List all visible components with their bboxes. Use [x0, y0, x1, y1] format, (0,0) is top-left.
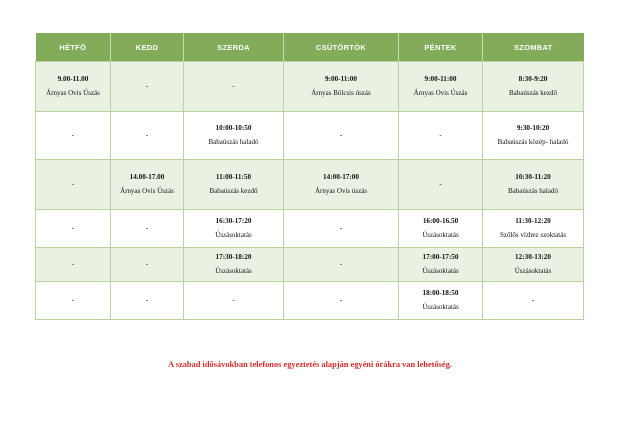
slot-time: 11:30-12:20: [515, 216, 551, 225]
empty-slot-dash: -: [339, 296, 343, 304]
slot-activity: Árnyas Ovis Úszás: [413, 89, 468, 98]
slot-time: 9:00-11:00: [424, 74, 457, 83]
schedule-cell-saturday: [483, 282, 584, 320]
schedule-cell-tuesday: [111, 62, 184, 112]
empty-slot-dash: -: [531, 296, 535, 304]
empty-slot-dash: -: [145, 131, 149, 139]
slot-time: 9:00-11:00: [325, 74, 357, 83]
slot-time: 16:30-17:20: [215, 216, 252, 225]
table-row: [36, 248, 584, 282]
table-row: [36, 62, 584, 112]
schedule-cell-thursday: [284, 112, 399, 160]
empty-slot-dash: -: [232, 82, 235, 90]
header-day-tuesday: KEDD: [111, 33, 184, 62]
schedule-cell-tuesday: [111, 248, 184, 282]
empty-slot-dash: -: [232, 296, 235, 304]
schedule-cell-thursday: [284, 248, 399, 282]
schedule-cell-thursday: [284, 210, 399, 248]
schedule-cell-wednesday: [184, 160, 284, 210]
schedule-cell-tuesday: [111, 282, 184, 320]
empty-slot-dash: -: [71, 131, 75, 139]
header-day-wednesday: SZERDA: [184, 33, 284, 62]
schedule-cell-wednesday: [184, 112, 284, 160]
empty-slot-dash: -: [71, 180, 75, 188]
schedule-cell-monday: [36, 62, 111, 112]
schedule-cell-monday: [36, 112, 111, 160]
slot-time: 9:30-10:20: [516, 123, 550, 132]
slot-time: 9.00-11.00: [57, 74, 89, 83]
slot-time: 17:00-17:50: [422, 252, 459, 261]
slot-activity: Úszásoktatás: [215, 267, 252, 276]
schedule-cell-wednesday: [184, 248, 284, 282]
slot-activity: Szőlős vízhez szoktatás: [499, 231, 567, 240]
empty-slot-dash: -: [339, 260, 343, 268]
slot-time: 14:00-17:00: [323, 172, 359, 181]
header-day-saturday: SZOMBAT: [483, 33, 584, 62]
schedule-cell-saturday: [483, 112, 584, 160]
slot-activity: Úszásoktatás: [514, 267, 552, 276]
slot-time: 11:00-11:50: [215, 172, 252, 181]
slot-activity: Babaúszás kezdő: [508, 89, 557, 98]
schedule-table: [35, 33, 584, 320]
slot-activity: Úszásoktatás: [422, 303, 459, 312]
schedule-cell-wednesday: [184, 210, 284, 248]
slot-time: 18:00-18:50: [422, 288, 459, 297]
empty-slot-dash: -: [71, 260, 75, 268]
slot-time: 16:00-16.50: [422, 216, 459, 225]
schedule-cell-tuesday: [111, 160, 184, 210]
schedule-cell-saturday: [483, 210, 584, 248]
slot-activity: Árnyas Ovis Úszás: [120, 187, 174, 196]
slot-activity: Úszásoktatás: [422, 267, 459, 276]
empty-slot-dash: -: [439, 131, 442, 139]
empty-slot-dash: -: [145, 82, 149, 90]
empty-slot-dash: -: [439, 180, 442, 188]
schedule-cell-saturday: [483, 248, 584, 282]
schedule-cell-tuesday: [111, 112, 184, 160]
schedule-cell-friday: [399, 112, 483, 160]
table-row: [36, 112, 584, 160]
empty-slot-dash: -: [71, 224, 75, 232]
slot-activity: Árnyas Bölcsis úszás: [311, 89, 371, 98]
schedule-cell-friday: [399, 62, 483, 112]
slot-activity: Babaúszás haladó: [508, 187, 558, 196]
schedule-cell-thursday: [284, 62, 399, 112]
schedule-cell-thursday: [284, 160, 399, 210]
empty-slot-dash: -: [145, 260, 149, 268]
empty-slot-dash: -: [339, 131, 343, 139]
schedule-cell-monday: [36, 248, 111, 282]
empty-slot-dash: -: [339, 224, 343, 232]
header-row: [36, 33, 584, 62]
free-slots-note: A szabad idősávokban telefonos egyeztetés alapján egyéni órákra van lehetőség.: [168, 360, 452, 369]
schedule-cell-monday: [36, 160, 111, 210]
empty-slot-dash: -: [71, 296, 75, 304]
slot-time: 12:30-13:20: [515, 252, 551, 261]
slot-activity: Babaúszás közép- haladó: [497, 138, 569, 147]
slot-activity: Babaúszás haladó: [208, 138, 259, 147]
slot-activity: Úszásoktatás: [422, 231, 459, 240]
schedule-body: [36, 62, 584, 320]
schedule-cell-monday: [36, 210, 111, 248]
schedule-cell-friday: [399, 160, 483, 210]
schedule-cell-friday: [399, 248, 483, 282]
header-day-friday: PÉNTEK: [399, 33, 483, 62]
slot-activity: Babaúszás kezdő: [209, 187, 258, 196]
schedule-cell-thursday: [284, 282, 399, 320]
slot-activity: Úszásoktatás: [215, 231, 252, 240]
schedule-cell-wednesday: [184, 282, 284, 320]
header-day-thursday: CSÜTÖRTÖK: [284, 33, 399, 62]
schedule-cell-friday: [399, 282, 483, 320]
schedule-cell-saturday: [483, 160, 584, 210]
table-row: [36, 282, 584, 320]
table-row: [36, 210, 584, 248]
slot-time: 10:00-10:50: [215, 123, 252, 132]
schedule-cell-wednesday: [184, 62, 284, 112]
slot-activity: Árnyas Ovis Úszás: [46, 89, 100, 98]
header-day-monday: HÉTFŐ: [36, 33, 111, 62]
slot-time: 17:30-18:20: [215, 252, 252, 261]
schedule-cell-saturday: [483, 62, 584, 112]
schedule-cell-friday: [399, 210, 483, 248]
table-row: [36, 160, 584, 210]
schedule-cell-monday: [36, 282, 111, 320]
empty-slot-dash: -: [145, 224, 149, 232]
slot-time: 14.00-17.00: [129, 172, 165, 181]
slot-time: 8:30-9:20: [518, 74, 548, 83]
slot-activity: Árnyas Ovis úszás: [314, 187, 368, 196]
schedule-cell-tuesday: [111, 210, 184, 248]
empty-slot-dash: -: [145, 296, 149, 304]
slot-time: 10:30-11:20: [515, 172, 551, 181]
